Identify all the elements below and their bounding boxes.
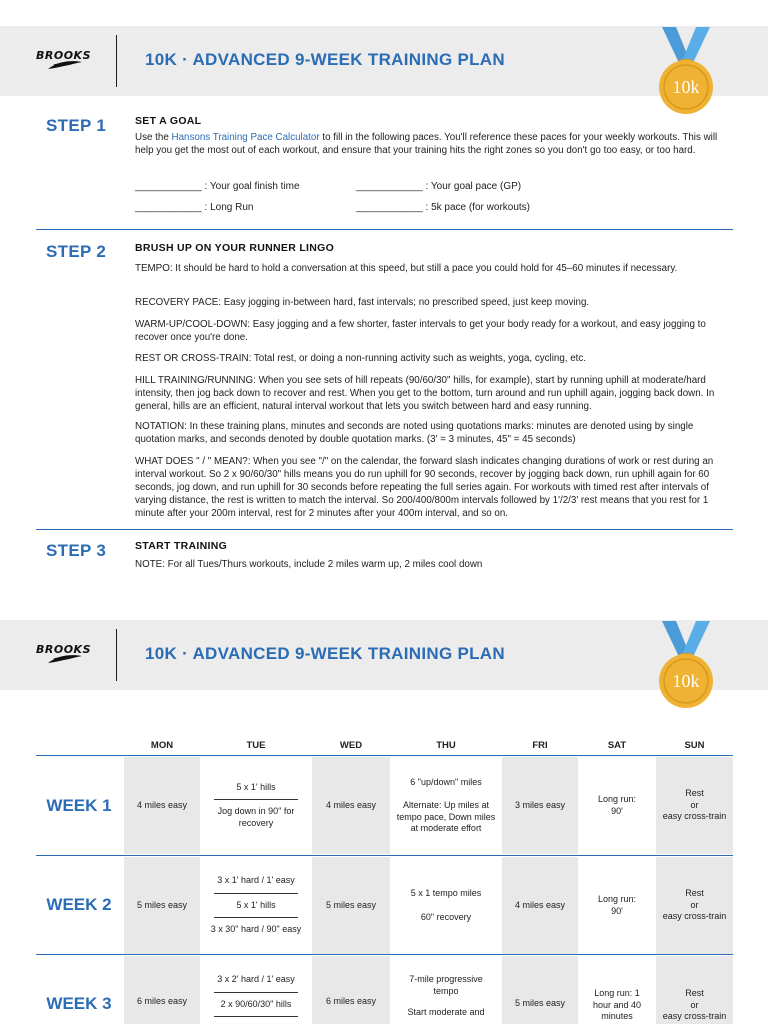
step1-intro-after: to fill in the following paces. You'll reference these paces for your weekly workouts. This will help you get the most out of each workout, and ensure that your training hits the right zones so you don't go too easy, or too hard. [135, 132, 718, 156]
workout-line: 3 x 1' hard / 1' easy [217, 875, 295, 886]
workout-line: 5 x 1 tempo miles [410, 888, 482, 898]
week-label: WEEK 3 [46, 994, 112, 1013]
medal-icon [656, 25, 716, 117]
workout-line: 60" recovery [420, 911, 472, 922]
workout-line: Rest [685, 888, 704, 899]
workout-line: Alternate: Up miles at tempo pace, Down miles at moderate effort [396, 800, 496, 833]
step3-note: NOTE: For all Tues/Thurs workouts, include 2 miles warm up, 2 miles cool down [135, 559, 483, 570]
lingo-hill: HILL TRAINING/RUNNING: When you see sets of hill repeats (90/60/30" hills, for example), start by running uphill at moderate/hard intensity, then jog back down to recover and rest. When you get to the bottom, turn around and run uphill again, jogging back down. In general, hills are an efficient, natural interval workout that lets you switch between hard and easy running. [135, 375, 715, 412]
cell-divider [214, 917, 298, 918]
header-divider [116, 35, 117, 87]
table-cell-tue [200, 857, 312, 954]
table-divider [36, 755, 733, 756]
header-divider [116, 629, 117, 681]
workout-line: or [690, 799, 699, 810]
cell-divider [214, 893, 298, 894]
table-cell-mon: 6 miles easy [124, 956, 200, 1024]
brooks-logo: BROOKS [36, 46, 96, 78]
col-head-tue: TUE [246, 740, 266, 751]
workout-line: 6 "up/down" miles [410, 776, 482, 787]
lingo-recovery: RECOVERY PACE: Easy jogging in-between hard, fast intervals; no prescribed speed, just keep moving. [135, 297, 590, 308]
brooks-logo: BROOKS [36, 640, 96, 672]
table-cell-thu [390, 857, 502, 954]
table-cell-wed: 5 miles easy [312, 857, 390, 954]
table-divider [36, 855, 733, 856]
table-cell-mon: 4 miles easy [124, 757, 200, 854]
workout-line: easy cross-train [662, 911, 727, 922]
section-divider [36, 229, 733, 230]
table-cell-sun [656, 857, 733, 954]
table-cell-tue [200, 956, 312, 1024]
workout-line: 7-mile progressive tempo [409, 974, 483, 996]
workout-line: 3 x 2' hard / 1' easy [217, 974, 295, 984]
workout-line: Long run: 90' [597, 794, 637, 816]
workout-line: 5 x 1' hills [236, 781, 276, 792]
workout-line: Jog down in 90" for recovery [217, 806, 295, 828]
plan-title: 10K · ADVANCED 9-WEEK TRAINING PLAN [145, 50, 505, 69]
step3-heading: START TRAINING [135, 540, 228, 552]
table-divider [36, 954, 733, 955]
workout-line: easy cross-train [662, 1011, 727, 1021]
step2-heading: BRUSH UP ON YOUR RUNNER LINGO [135, 242, 335, 254]
swoosh-icon [46, 653, 84, 665]
goal-finish-time-field[interactable]: ____________ : Your goal finish time [135, 181, 300, 192]
swoosh-icon [46, 59, 84, 71]
table-cell-fri: 3 miles easy [502, 757, 578, 854]
workout-line: 2 x 90/60/30" hills [220, 998, 292, 1009]
table-cell-sun [656, 757, 733, 854]
table-cell-wed: 6 miles easy [312, 956, 390, 1024]
medal-label: 10k [672, 671, 700, 691]
workout-line: Long run: 1 hour and 40 minutes [592, 988, 642, 1021]
table-cell-sun [656, 956, 733, 1024]
week-label: WEEK 2 [46, 895, 112, 914]
workout-line: or [690, 999, 699, 1010]
cell-divider [214, 799, 298, 800]
long-run-field[interactable]: ____________ : Long Run [135, 202, 254, 213]
step1-heading: SET A GOAL [135, 115, 202, 127]
step1-label: STEP 1 [46, 116, 107, 135]
week-label: WEEK 1 [46, 796, 112, 815]
workout-line: Start moderate and [407, 1007, 485, 1017]
plan-header [0, 26, 768, 96]
table-cell-sat [578, 956, 656, 1024]
table-cell-fri: 4 miles easy [502, 857, 578, 954]
workout-line: 3 x 30" hard / 90" easy [210, 924, 302, 935]
col-head-wed: WED [339, 740, 363, 751]
col-head-thu: THU [436, 740, 456, 751]
step3-label: STEP 3 [46, 541, 107, 560]
lingo-slash: WHAT DOES " / " MEAN?: When you see "/" on the calendar, the forward slash indicates changing durations of work or rest during an interval workout. So 2 x 90/60/30" hills means you do run uphill for 90 seconds, recover by jogging back down, run uphill again for 60 seconds, jog down, and run uphill for 30 seconds before repeating the full series again. For workouts with timed rest after intervals of varying distance, the rest is written to match the interval. So 200/400/800m intervals followed by 1'/2/3' rest means that you rest for 1 minute after your 200m interval, rest for 2 minutes after your 400m interval, and so on. [135, 456, 714, 519]
step1-intro [135, 131, 735, 157]
medal-label: 10k [672, 77, 700, 97]
5k-pace-field[interactable]: ____________ : 5k pace (for workouts) [356, 202, 530, 213]
cell-divider [214, 992, 298, 993]
lingo-notation: NOTATION: In these training plans, minutes and seconds are noted using quotations marks: minutes are denoted using by single quotation marks, and seconds denoted by double quotation marks. (3' = 3 minutes, 45" = 45 seconds) [135, 421, 694, 445]
pace-calculator-link[interactable]: Hansons Training Pace Calculator [171, 132, 320, 143]
table-cell-thu [390, 757, 502, 854]
table-cell-thu [390, 956, 502, 1024]
table-cell-sat [578, 857, 656, 954]
table-cell-fri: 5 miles easy [502, 956, 578, 1024]
goal-pace-field[interactable]: ____________ : Your goal pace (GP) [356, 181, 522, 192]
col-head-fri: FRI [532, 740, 548, 751]
col-head-sat: SAT [607, 740, 627, 751]
lingo-warmup: WARM-UP/COOL-DOWN: Easy jogging and a few shorter, faster intervals to get your body ready for a workout, and easy jogging to recover once you're done. [135, 319, 706, 343]
table-cell-tue [200, 757, 312, 854]
workout-line: or [690, 899, 699, 910]
col-head-sun: SUN [684, 740, 705, 751]
table-cell-wed: 4 miles easy [312, 757, 390, 854]
col-head-mon: MON [150, 740, 174, 751]
section-divider [36, 529, 733, 530]
workout-line: easy cross-train [662, 811, 727, 822]
lingo-tempo: TEMPO: It should be hard to hold a conversation at this speed, but still a pace you could hold for 45–60 minutes if necessary. [135, 263, 678, 274]
table-cell-sat [578, 757, 656, 854]
plan-header [0, 620, 768, 690]
cell-divider [214, 1016, 298, 1017]
lingo-rest: REST OR CROSS-TRAIN: Total rest, or doing a non-running activity such as weights, yoga, cycling, etc. [135, 353, 587, 364]
step1-intro-before: Use the [135, 132, 172, 143]
workout-line: 5 x 1' hills [236, 899, 276, 910]
table-cell-mon: 5 miles easy [124, 857, 200, 954]
workout-line: Rest [685, 988, 704, 998]
workout-line: Long run: 90' [597, 894, 637, 916]
workout-line: Rest [685, 788, 704, 799]
medal-icon [656, 619, 716, 711]
step2-label: STEP 2 [46, 242, 107, 261]
plan-title: 10K · ADVANCED 9-WEEK TRAINING PLAN [145, 644, 505, 663]
